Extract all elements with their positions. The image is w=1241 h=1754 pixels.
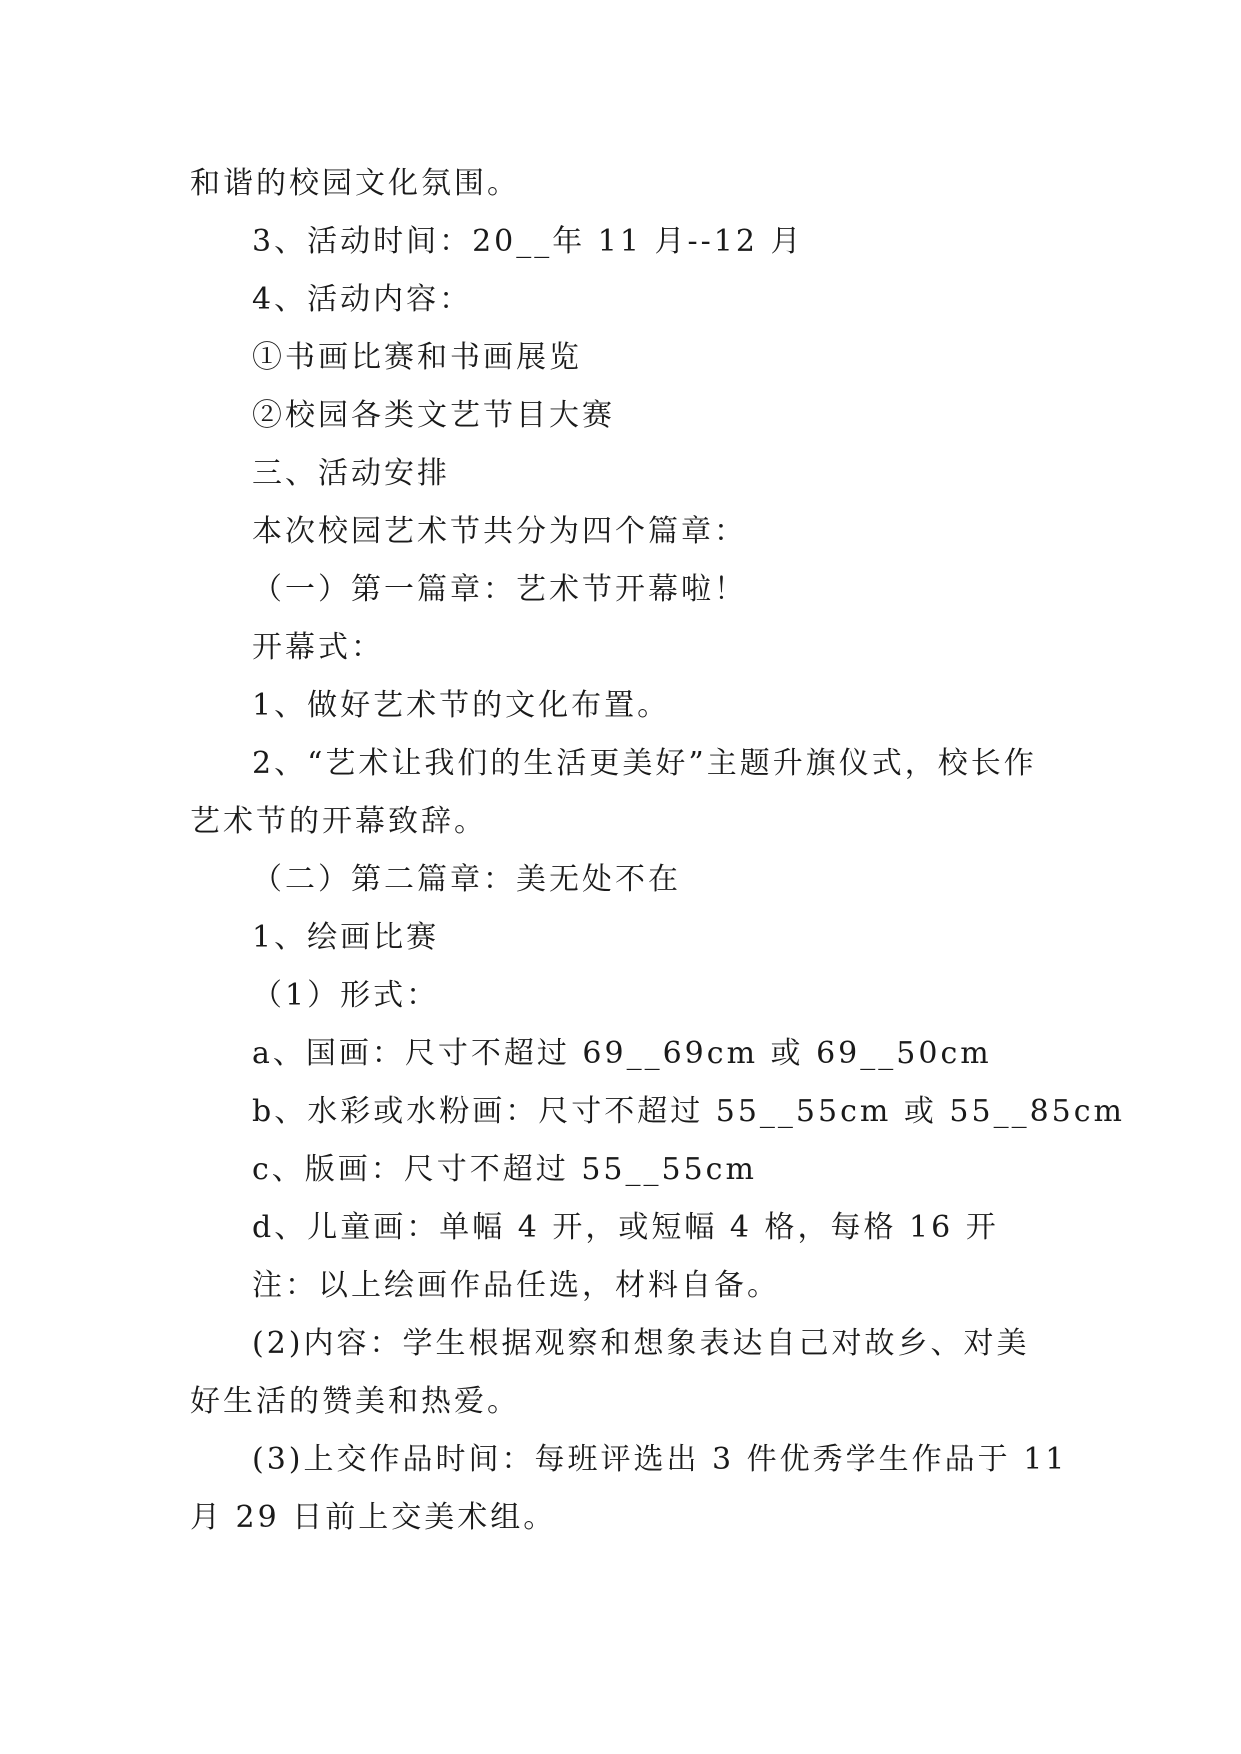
chapter-heading: （一）第一篇章：艺术节开幕啦！ bbox=[252, 572, 747, 607]
text-line: 月 29 日前上交美术组。 bbox=[190, 1500, 557, 1535]
text-line: 3、活动时间：20__年 11 月--12 月 bbox=[252, 224, 804, 259]
text-line: 和谐的校园文化氛围。 bbox=[190, 166, 520, 201]
text-line: ①书画比赛和书画展览 bbox=[252, 340, 582, 375]
text-line: 好生活的赞美和热爱。 bbox=[190, 1384, 520, 1419]
text-line: (3)上交作品时间：每班评选出 3 件优秀学生作品于 11 bbox=[252, 1442, 1068, 1477]
text-line: 1、做好艺术节的文化布置。 bbox=[252, 688, 671, 723]
text-line: 本次校园艺术节共分为四个篇章： bbox=[252, 514, 747, 549]
text-line: 4、活动内容： bbox=[252, 282, 473, 317]
text-line: 艺术节的开幕致辞。 bbox=[190, 804, 487, 839]
chapter-heading: （二）第二篇章：美无处不在 bbox=[252, 862, 681, 897]
text-line: 2、“艺术让我们的生活更美好”主题升旗仪式，校长作 bbox=[252, 746, 1037, 781]
text-line: d、儿童画：单幅 4 开，或短幅 4 格，每格 16 开 bbox=[252, 1210, 999, 1245]
text-line: ②校园各类文艺节目大赛 bbox=[252, 398, 615, 433]
text-line: a、国画：尺寸不超过 69__69cm 或 69__50cm bbox=[252, 1036, 992, 1071]
text-line: (2)内容：学生根据观察和想象表达自己对故乡、对美 bbox=[252, 1326, 1030, 1361]
text-line: 开幕式： bbox=[252, 630, 384, 665]
text-line: b、水彩或水粉画：尺寸不超过 55__55cm 或 55__85cm bbox=[252, 1094, 1126, 1129]
note-line: 注：以上绘画作品任选，材料自备。 bbox=[252, 1268, 780, 1303]
text-line: （1）形式： bbox=[252, 978, 440, 1013]
section-heading: 三、活动安排 bbox=[252, 456, 450, 491]
text-line: c、版画：尺寸不超过 55__55cm bbox=[252, 1152, 757, 1187]
text-line: 1、绘画比赛 bbox=[252, 920, 440, 955]
